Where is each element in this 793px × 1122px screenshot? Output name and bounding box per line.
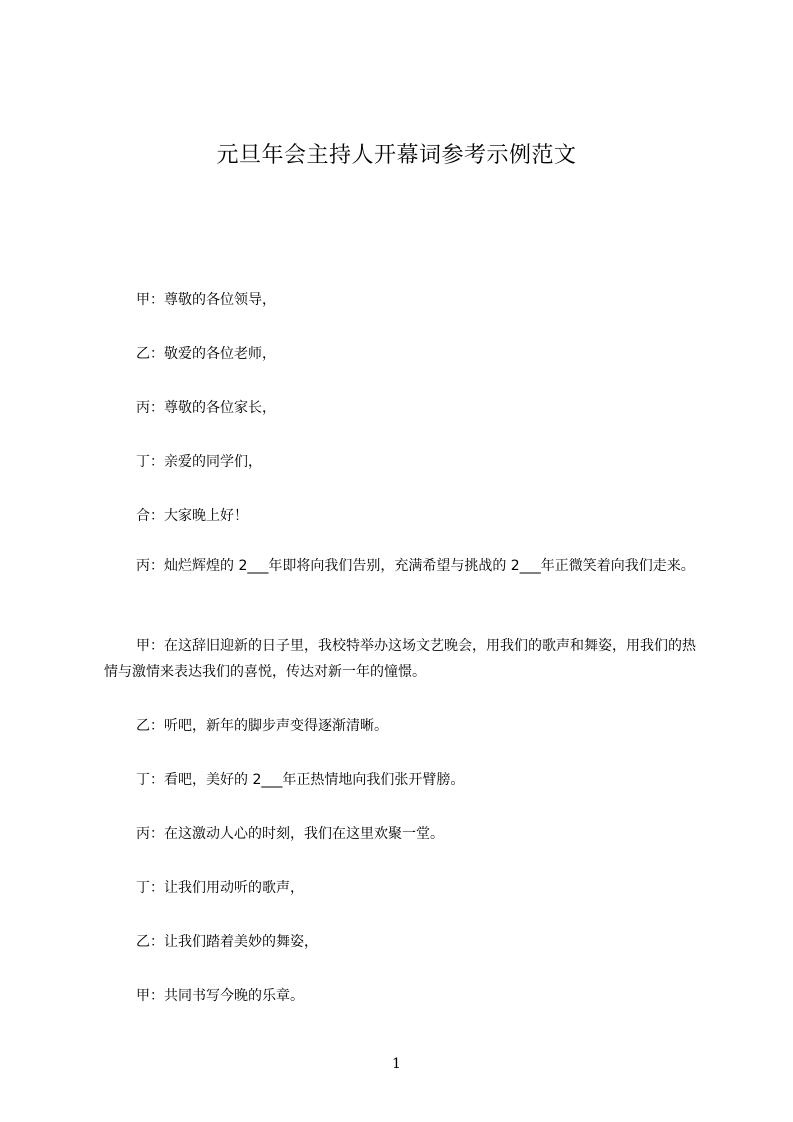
paragraph-11: 丁：让我们用动听的歌声，: [136, 880, 304, 896]
paragraph-13: 甲：共同书写今晚的乐章。: [136, 988, 304, 1004]
paragraph-9: 丁：看吧，美好的 2___年正热情地向我们张开臂膀。: [136, 772, 465, 788]
paragraph-2: 乙：敬爱的各位老师，: [136, 346, 276, 362]
document-title: 元旦年会主持人开幕词参考示例范文: [216, 143, 577, 168]
paragraph-1: 甲：尊敬的各位领导，: [136, 292, 276, 308]
page-number: 1: [392, 1056, 401, 1072]
paragraph-8: 乙：听吧，新年的脚步声变得逐渐清晰。: [136, 718, 388, 734]
paragraph-3: 丙：尊敬的各位家长，: [136, 400, 276, 416]
paragraph-4: 丁：亲爱的同学们，: [136, 454, 262, 470]
paragraph-6: 丙：灿烂辉煌的 2___年即将向我们告别，充满希望与挑战的 2___年正微笑着向我们走来。: [136, 558, 695, 574]
paragraph-5: 合：大家晚上好！: [136, 508, 248, 524]
paragraph-12: 乙：让我们踏着美妙的舞姿，: [136, 934, 318, 950]
paragraph-10: 丙：在这激动人心的时刻，我们在这里欢聚一堂。: [136, 826, 444, 842]
paragraph-7: 甲：在这辞旧迎新的日子里，我校特举办这场文艺晚会，用我们的歌声和舞姿，用我们的热情与激情来表达我们的喜悦，传达对新一年的憧憬。: [104, 638, 696, 680]
